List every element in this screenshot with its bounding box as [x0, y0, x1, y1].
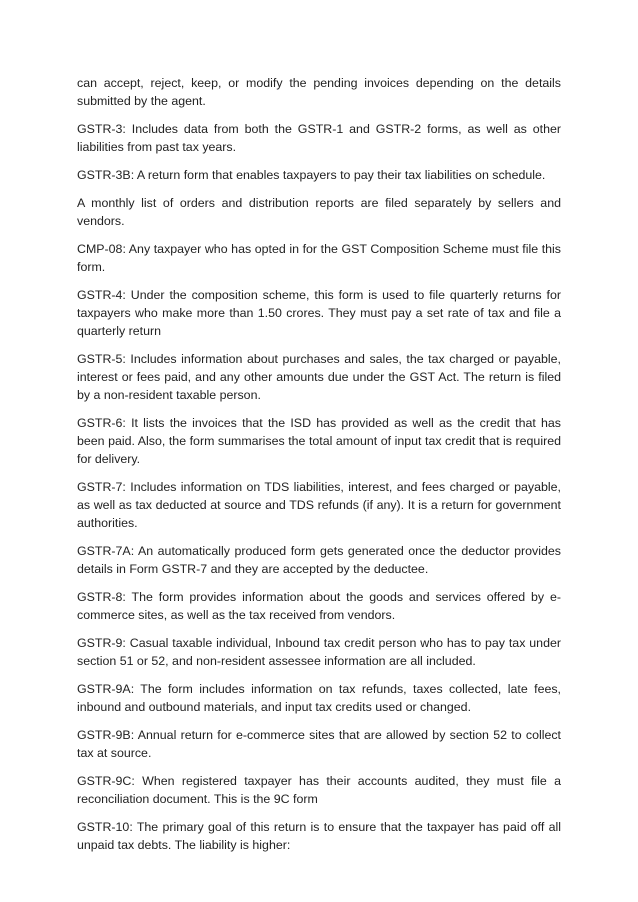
paragraph-gstr-9c: GSTR-9C: When registered taxpayer has their accounts audited, they must file a reconciliation document. This is the 9C form	[77, 774, 561, 806]
paragraph-gstr-6: GSTR-6: It lists the invoices that the ISD has provided as well as the credit that has been paid. Also, the form summarises the total amount of input tax credit that is required for delivery.	[77, 416, 561, 466]
document-body	[77, 74, 561, 864]
paragraph-gstr-3: GSTR-3: Includes data from both the GSTR-1 and GSTR-2 forms, as well as other liabilities from past tax years.	[77, 122, 561, 154]
paragraph-gstr-9b: GSTR-9B: Annual return for e-commerce sites that are allowed by section 52 to collect tax at source.	[77, 728, 561, 760]
paragraph-gstr-5: GSTR-5: Includes information about purchases and sales, the tax charged or payable, interest or fees paid, and any other amounts due under the GST Act. The return is filed by a non-resident taxable person.	[77, 352, 561, 402]
paragraph-gstr-3b: GSTR-3B: A return form that enables taxpayers to pay their tax liabilities on schedule.	[77, 168, 546, 182]
paragraph-cmp-08: CMP-08: Any taxpayer who has opted in for the GST Composition Scheme must file this form.	[77, 242, 561, 274]
paragraph-gstr-7a: GSTR-7A: An automatically produced form gets generated once the deductor provides details in Form GSTR-7 and they are accepted by the deductee.	[77, 544, 561, 576]
paragraph-gstr-9a: GSTR-9A: The form includes information on tax refunds, taxes collected, late fees, inbound and outbound materials, and input tax credits used or changed.	[77, 682, 561, 714]
paragraph-continuation: can accept, reject, keep, or modify the pending invoices depending on the details submitted by the agent.	[77, 76, 561, 108]
paragraph-gstr-7: GSTR-7: Includes information on TDS liabilities, interest, and fees charged or payable, as well as tax deducted at source and TDS refunds (if any). It is a return for government authorities.	[77, 480, 561, 530]
paragraph-gstr-4: GSTR-4: Under the composition scheme, this form is used to file quarterly returns for taxpayers who make more than 1.50 crores. They must pay a set rate of tax and file a quarterly return	[77, 288, 561, 338]
paragraph-gstr-9: GSTR-9: Casual taxable individual, Inbound tax credit person who has to pay tax under section 51 or 52, and non-resident assessee information are all included.	[77, 636, 561, 668]
paragraph-monthly-list: A monthly list of orders and distribution reports are filed separately by sellers and vendors.	[77, 196, 561, 228]
paragraph-gstr-8: GSTR-8: The form provides information about the goods and services offered by e-commerce sites, as well as the tax received from vendors.	[77, 590, 561, 622]
paragraph-gstr-10: GSTR-10: The primary goal of this return is to ensure that the taxpayer has paid off all unpaid tax debts. The liability is higher:	[77, 820, 561, 852]
